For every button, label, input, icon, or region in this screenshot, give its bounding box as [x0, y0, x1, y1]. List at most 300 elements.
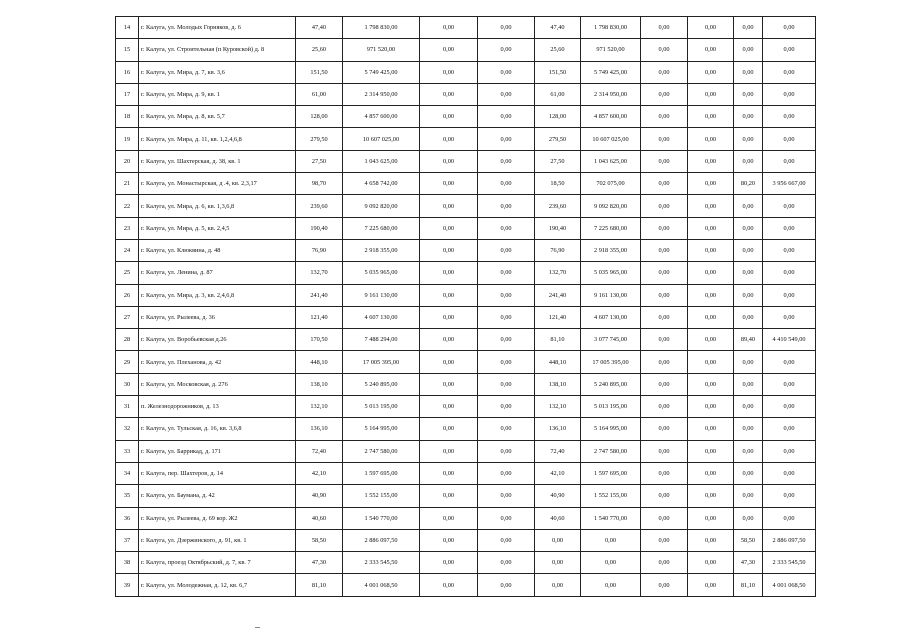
value-cell: 0,00 [734, 485, 763, 507]
value-cell: 0,00 [763, 462, 816, 484]
value-cell: 0,00 [478, 61, 535, 83]
value-cell: 1 552 155,00 [343, 485, 420, 507]
value-cell: 0,00 [763, 485, 816, 507]
value-cell: 0,00 [420, 418, 478, 440]
value-cell: 5 749 425,00 [581, 61, 641, 83]
address-cell: г. Калуга, ул. Рылеева, д. 69 кор. Ж2 [139, 507, 296, 529]
value-cell: 0,00 [688, 552, 734, 574]
table-row [116, 396, 816, 418]
value-cell: 0,00 [763, 150, 816, 172]
value-cell: 61,00 [535, 83, 581, 105]
value-cell: 0,00 [420, 440, 478, 462]
address-cell: г. Калуга, ул. Молодежная, д. 12, кв. 6,7 [139, 574, 296, 596]
address-cell: г. Калуга, ул. Плеханова, д. 42 [139, 351, 296, 373]
value-cell: 0,00 [688, 373, 734, 395]
value-cell: 0,00 [641, 373, 688, 395]
value-cell: 0,00 [763, 195, 816, 217]
value-cell: 0,00 [763, 396, 816, 418]
address-cell: г. Калуга, ул. Баумана, д. 42 [139, 485, 296, 507]
row-number-cell: 17 [116, 83, 139, 105]
value-cell: 0,00 [420, 485, 478, 507]
value-cell: 0,00 [420, 17, 478, 39]
row-number-cell: 18 [116, 106, 139, 128]
table-row [116, 440, 816, 462]
value-cell: 2 747 580,00 [581, 440, 641, 462]
address-cell: г. Калуга, ул. Рылеева, д. 36 [139, 306, 296, 328]
value-cell: 0,00 [641, 552, 688, 574]
value-cell: 0,00 [581, 574, 641, 596]
value-cell: 190,40 [296, 217, 343, 239]
table-row [116, 373, 816, 395]
table-row [116, 329, 816, 351]
address-cell: г. Калуга, ул. Мира, д. 7, кв. 3,6 [139, 61, 296, 83]
value-cell: 0,00 [688, 106, 734, 128]
address-cell: г. Калуга, ул. Дзержинского, д. 91, кв. 1 [139, 529, 296, 551]
value-cell: 0,00 [734, 195, 763, 217]
value-cell: 0,00 [420, 552, 478, 574]
value-cell: 10 607 025,00 [343, 128, 420, 150]
value-cell: 27,50 [535, 150, 581, 172]
table-row [116, 83, 816, 105]
value-cell: 9 092 820,00 [581, 195, 641, 217]
table-row [116, 39, 816, 61]
value-cell: 5 240 895,00 [343, 373, 420, 395]
value-cell: 132,10 [296, 396, 343, 418]
value-cell: 0,00 [688, 462, 734, 484]
value-cell: 3 077 745,00 [581, 329, 641, 351]
value-cell: 0,00 [478, 440, 535, 462]
value-cell: 0,00 [641, 128, 688, 150]
value-cell: 0,00 [641, 217, 688, 239]
address-cell: г. Калуга, ул. Шахтерская, д. 38, кв. 1 [139, 150, 296, 172]
row-number-cell: 37 [116, 529, 139, 551]
value-cell: 47,30 [734, 552, 763, 574]
table-row [116, 239, 816, 261]
address-cell: г. Калуга, пер. Шахтеров, д. 14 [139, 462, 296, 484]
value-cell: 7 488 294,00 [343, 329, 420, 351]
value-cell: 5 240 895,00 [581, 373, 641, 395]
value-cell: 0,00 [478, 418, 535, 440]
value-cell: 0,00 [763, 61, 816, 83]
value-cell: 0,00 [420, 462, 478, 484]
value-cell: 1 798 830,00 [581, 17, 641, 39]
value-cell: 0,00 [641, 39, 688, 61]
value-cell: 0,00 [478, 529, 535, 551]
value-cell: 0,00 [688, 217, 734, 239]
value-cell: 0,00 [478, 217, 535, 239]
address-cell: г. Калуга, проезд Октябрьский, д. 7, кв. 7 [139, 552, 296, 574]
value-cell: 0,00 [734, 217, 763, 239]
value-cell: 121,40 [535, 306, 581, 328]
value-cell: 0,00 [478, 507, 535, 529]
value-cell: 0,00 [688, 440, 734, 462]
value-cell: 9 161 130,00 [581, 284, 641, 306]
value-cell: 0,00 [420, 329, 478, 351]
table-row [116, 61, 816, 83]
value-cell: 128,00 [296, 106, 343, 128]
registry-table-body [116, 17, 816, 597]
value-cell: 241,40 [535, 284, 581, 306]
row-number-cell: 14 [116, 17, 139, 39]
value-cell: 98,70 [296, 173, 343, 195]
value-cell: 5 035 965,00 [581, 262, 641, 284]
value-cell: 0,00 [688, 485, 734, 507]
row-number-cell: 23 [116, 217, 139, 239]
value-cell: 138,10 [296, 373, 343, 395]
row-number-cell: 36 [116, 507, 139, 529]
address-cell: г. Калуга, ул. Мира, д. 8, кв. 5,7 [139, 106, 296, 128]
value-cell: 72,40 [296, 440, 343, 462]
table-row [116, 284, 816, 306]
value-cell: 0,00 [420, 39, 478, 61]
table-row [116, 418, 816, 440]
value-cell: 0,00 [734, 17, 763, 39]
row-number-cell: 26 [116, 284, 139, 306]
row-number-cell: 28 [116, 329, 139, 351]
value-cell: 1 043 625,00 [343, 150, 420, 172]
value-cell: 0,00 [688, 351, 734, 373]
value-cell: 138,10 [535, 373, 581, 395]
value-cell: 0,00 [688, 329, 734, 351]
value-cell: 0,00 [478, 329, 535, 351]
value-cell: 132,10 [535, 396, 581, 418]
value-cell: 279,50 [296, 128, 343, 150]
value-cell: 136,10 [296, 418, 343, 440]
value-cell: 0,00 [688, 262, 734, 284]
value-cell: 0,00 [641, 462, 688, 484]
value-cell: 40,90 [535, 485, 581, 507]
value-cell: 0,00 [535, 574, 581, 596]
value-cell: 0,00 [641, 239, 688, 261]
address-cell: г. Калуга, ул. Клюквина, д. 48 [139, 239, 296, 261]
value-cell: 0,00 [641, 351, 688, 373]
value-cell: 2 886 097,50 [763, 529, 816, 551]
value-cell: 0,00 [763, 239, 816, 261]
address-cell: г. Калуга, ул. Мира, д. 3, кв. 2,4,6,8 [139, 284, 296, 306]
value-cell: 58,50 [734, 529, 763, 551]
table-row [116, 574, 816, 596]
value-cell: 0,00 [478, 150, 535, 172]
address-cell: п. Железнодорожников, д. 13 [139, 396, 296, 418]
row-number-cell: 20 [116, 150, 139, 172]
row-number-cell: 15 [116, 39, 139, 61]
value-cell: 42,10 [296, 462, 343, 484]
value-cell: 0,00 [688, 61, 734, 83]
value-cell: 58,50 [296, 529, 343, 551]
value-cell: 47,30 [296, 552, 343, 574]
row-number-cell: 21 [116, 173, 139, 195]
value-cell: 0,00 [478, 284, 535, 306]
value-cell: 76,90 [535, 239, 581, 261]
value-cell: 0,00 [734, 61, 763, 83]
value-cell: 7 225 680,00 [343, 217, 420, 239]
row-number-cell: 16 [116, 61, 139, 83]
address-cell: г. Калуга, ул. Монастырская, д .4, кв. 2,3,17 [139, 173, 296, 195]
value-cell: 0,00 [688, 17, 734, 39]
value-cell: 0,00 [420, 83, 478, 105]
value-cell: 4 410 549,00 [763, 329, 816, 351]
value-cell: 0,00 [420, 150, 478, 172]
value-cell: 128,00 [535, 106, 581, 128]
value-cell: 47,40 [535, 17, 581, 39]
value-cell: 4 607 130,00 [343, 306, 420, 328]
value-cell: 0,00 [478, 373, 535, 395]
value-cell: 0,00 [763, 83, 816, 105]
value-cell: 1 552 155,00 [581, 485, 641, 507]
value-cell: 0,00 [535, 529, 581, 551]
value-cell: 0,00 [763, 106, 816, 128]
address-cell: г. Калуга, ул. Воробьевская д.26 [139, 329, 296, 351]
row-number-cell: 38 [116, 552, 139, 574]
address-cell: г. Калуга, ул. Молодых Горняков, д. 6 [139, 17, 296, 39]
value-cell: 279,50 [535, 128, 581, 150]
value-cell: 0,00 [641, 306, 688, 328]
value-cell: 239,60 [296, 195, 343, 217]
value-cell: 0,00 [641, 17, 688, 39]
value-cell: 0,00 [688, 507, 734, 529]
value-cell: 0,00 [641, 485, 688, 507]
table-row [116, 351, 816, 373]
value-cell: 0,00 [478, 351, 535, 373]
value-cell: 0,00 [641, 396, 688, 418]
value-cell: 2 918 355,00 [581, 239, 641, 261]
table-row [116, 529, 816, 551]
value-cell: 89,40 [734, 329, 763, 351]
value-cell: 18,50 [535, 173, 581, 195]
table-row [116, 17, 816, 39]
value-cell: 0,00 [641, 262, 688, 284]
value-cell: 132,70 [296, 262, 343, 284]
value-cell: 0,00 [688, 150, 734, 172]
address-cell: г. Калуга, ул. Московская, д. 276 [139, 373, 296, 395]
row-number-cell: 33 [116, 440, 139, 462]
table-row [116, 106, 816, 128]
value-cell: 0,00 [420, 128, 478, 150]
value-cell: 47,40 [296, 17, 343, 39]
value-cell: 0,00 [734, 396, 763, 418]
value-cell: 0,00 [420, 306, 478, 328]
table-row [116, 217, 816, 239]
value-cell: 5 035 965,00 [343, 262, 420, 284]
value-cell: 0,00 [641, 61, 688, 83]
value-cell: 0,00 [734, 418, 763, 440]
value-cell: 0,00 [688, 83, 734, 105]
value-cell: 2 314 950,00 [343, 83, 420, 105]
row-number-cell: 35 [116, 485, 139, 507]
value-cell: 10 607 025,00 [581, 128, 641, 150]
value-cell: 0,00 [641, 284, 688, 306]
table-row [116, 485, 816, 507]
value-cell: 0,00 [734, 462, 763, 484]
value-cell: 241,40 [296, 284, 343, 306]
value-cell: 0,00 [688, 239, 734, 261]
row-number-cell: 39 [116, 574, 139, 596]
value-cell: 2 314 950,00 [581, 83, 641, 105]
row-number-cell: 29 [116, 351, 139, 373]
value-cell: 0,00 [763, 128, 816, 150]
value-cell: 40,60 [535, 507, 581, 529]
value-cell: 0,00 [688, 284, 734, 306]
value-cell: 0,00 [641, 150, 688, 172]
value-cell: 0,00 [688, 39, 734, 61]
value-cell: 0,00 [734, 373, 763, 395]
value-cell: 0,00 [420, 195, 478, 217]
value-cell: 4 857 600,00 [581, 106, 641, 128]
value-cell: 0,00 [763, 284, 816, 306]
value-cell: 3 956 667,00 [763, 173, 816, 195]
value-cell: 1 597 695,00 [581, 462, 641, 484]
row-number-cell: 24 [116, 239, 139, 261]
value-cell: 80,20 [734, 173, 763, 195]
value-cell: 0,00 [641, 440, 688, 462]
value-cell: 0,00 [734, 351, 763, 373]
value-cell: 25,60 [296, 39, 343, 61]
value-cell: 0,00 [581, 552, 641, 574]
value-cell: 0,00 [478, 574, 535, 596]
table-row [116, 507, 816, 529]
value-cell: 0,00 [688, 128, 734, 150]
row-number-cell: 32 [116, 418, 139, 440]
value-cell: 72,40 [535, 440, 581, 462]
row-number-cell: 27 [116, 306, 139, 328]
table-row [116, 173, 816, 195]
value-cell: 0,00 [420, 351, 478, 373]
value-cell: 76,90 [296, 239, 343, 261]
value-cell: 0,00 [734, 150, 763, 172]
row-number-cell: 31 [116, 396, 139, 418]
value-cell: 1 043 625,00 [581, 150, 641, 172]
value-cell: 136,10 [535, 418, 581, 440]
value-cell: 0,00 [478, 195, 535, 217]
value-cell: 0,00 [581, 529, 641, 551]
value-cell: 0,00 [734, 83, 763, 105]
address-cell: г. Калуга, ул. Мира, д. 9, кв. 1 [139, 83, 296, 105]
value-cell: 0,00 [535, 552, 581, 574]
value-cell: 0,00 [641, 529, 688, 551]
value-cell: 190,40 [535, 217, 581, 239]
value-cell: 0,00 [641, 507, 688, 529]
value-cell: 0,00 [420, 396, 478, 418]
value-cell: 0,00 [420, 373, 478, 395]
address-cell: г. Калуга, ул. Мира, д. 6, кв. 1,3,6,8 [139, 195, 296, 217]
value-cell: 448,10 [535, 351, 581, 373]
address-cell: г. Калуга, ул. Строительная (п Куровской) д. 8 [139, 39, 296, 61]
value-cell: 121,40 [296, 306, 343, 328]
value-cell: 0,00 [734, 306, 763, 328]
value-cell: 5 164 995,00 [581, 418, 641, 440]
value-cell: 1 798 830,00 [343, 17, 420, 39]
value-cell: 81,10 [535, 329, 581, 351]
value-cell: 1 540 770,00 [581, 507, 641, 529]
value-cell: 0,00 [763, 217, 816, 239]
value-cell: 17 005 395,00 [581, 351, 641, 373]
value-cell: 0,00 [478, 173, 535, 195]
value-cell: 0,00 [420, 262, 478, 284]
value-cell: 2 333 545,50 [343, 552, 420, 574]
table-row [116, 306, 816, 328]
value-cell: 4 001 068,50 [343, 574, 420, 596]
value-cell: 0,00 [478, 396, 535, 418]
address-cell: г. Калуга, ул. Мира, д. 11, кв. 1,2,4,6,8 [139, 128, 296, 150]
value-cell: 0,00 [420, 574, 478, 596]
value-cell: 0,00 [763, 418, 816, 440]
value-cell: 0,00 [420, 239, 478, 261]
row-number-cell: 25 [116, 262, 139, 284]
value-cell: 0,00 [420, 284, 478, 306]
value-cell: 0,00 [688, 418, 734, 440]
value-cell: 0,00 [688, 195, 734, 217]
table-row [116, 552, 816, 574]
value-cell: 2 918 355,00 [343, 239, 420, 261]
value-cell: 0,00 [763, 373, 816, 395]
scan-artifact-mark [255, 627, 260, 628]
value-cell: 0,00 [478, 462, 535, 484]
value-cell: 7 225 680,00 [581, 217, 641, 239]
value-cell: 2 333 545,50 [763, 552, 816, 574]
value-cell: 0,00 [734, 39, 763, 61]
value-cell: 0,00 [734, 440, 763, 462]
value-cell: 0,00 [420, 173, 478, 195]
row-number-cell: 34 [116, 462, 139, 484]
value-cell: 0,00 [734, 262, 763, 284]
value-cell: 61,00 [296, 83, 343, 105]
value-cell: 9 092 820,00 [343, 195, 420, 217]
table-row [116, 128, 816, 150]
value-cell: 0,00 [420, 507, 478, 529]
value-cell: 448,10 [296, 351, 343, 373]
address-cell: г. Калуга, ул. Тульская, д. 16, кв. 3,6,8 [139, 418, 296, 440]
value-cell: 971 520,00 [581, 39, 641, 61]
value-cell: 0,00 [420, 61, 478, 83]
value-cell: 0,00 [763, 507, 816, 529]
value-cell: 0,00 [734, 284, 763, 306]
value-cell: 40,60 [296, 507, 343, 529]
row-number-cell: 30 [116, 373, 139, 395]
value-cell: 2 747 580,00 [343, 440, 420, 462]
value-cell: 132,70 [535, 262, 581, 284]
value-cell: 9 161 130,00 [343, 284, 420, 306]
value-cell: 40,90 [296, 485, 343, 507]
value-cell: 81,10 [734, 574, 763, 596]
value-cell: 81,10 [296, 574, 343, 596]
value-cell: 170,50 [296, 329, 343, 351]
value-cell: 42,10 [535, 462, 581, 484]
value-cell: 0,00 [763, 262, 816, 284]
value-cell: 4 857 600,00 [343, 106, 420, 128]
value-cell: 2 886 097,50 [343, 529, 420, 551]
value-cell: 0,00 [763, 17, 816, 39]
row-number-cell: 19 [116, 128, 139, 150]
value-cell: 4 607 130,00 [581, 306, 641, 328]
value-cell: 0,00 [478, 262, 535, 284]
value-cell: 5 164 995,00 [343, 418, 420, 440]
value-cell: 0,00 [734, 106, 763, 128]
value-cell: 239,60 [535, 195, 581, 217]
value-cell: 5 013 195,00 [343, 396, 420, 418]
address-cell: г. Калуга, ул. Ленина, д. 87 [139, 262, 296, 284]
value-cell: 0,00 [478, 306, 535, 328]
housing-registry-table [115, 16, 816, 597]
value-cell: 0,00 [420, 529, 478, 551]
value-cell: 0,00 [763, 351, 816, 373]
value-cell: 0,00 [763, 440, 816, 462]
value-cell: 0,00 [688, 574, 734, 596]
value-cell: 0,00 [420, 106, 478, 128]
value-cell: 0,00 [478, 83, 535, 105]
value-cell: 702 075,00 [581, 173, 641, 195]
value-cell: 0,00 [420, 217, 478, 239]
value-cell: 0,00 [688, 173, 734, 195]
